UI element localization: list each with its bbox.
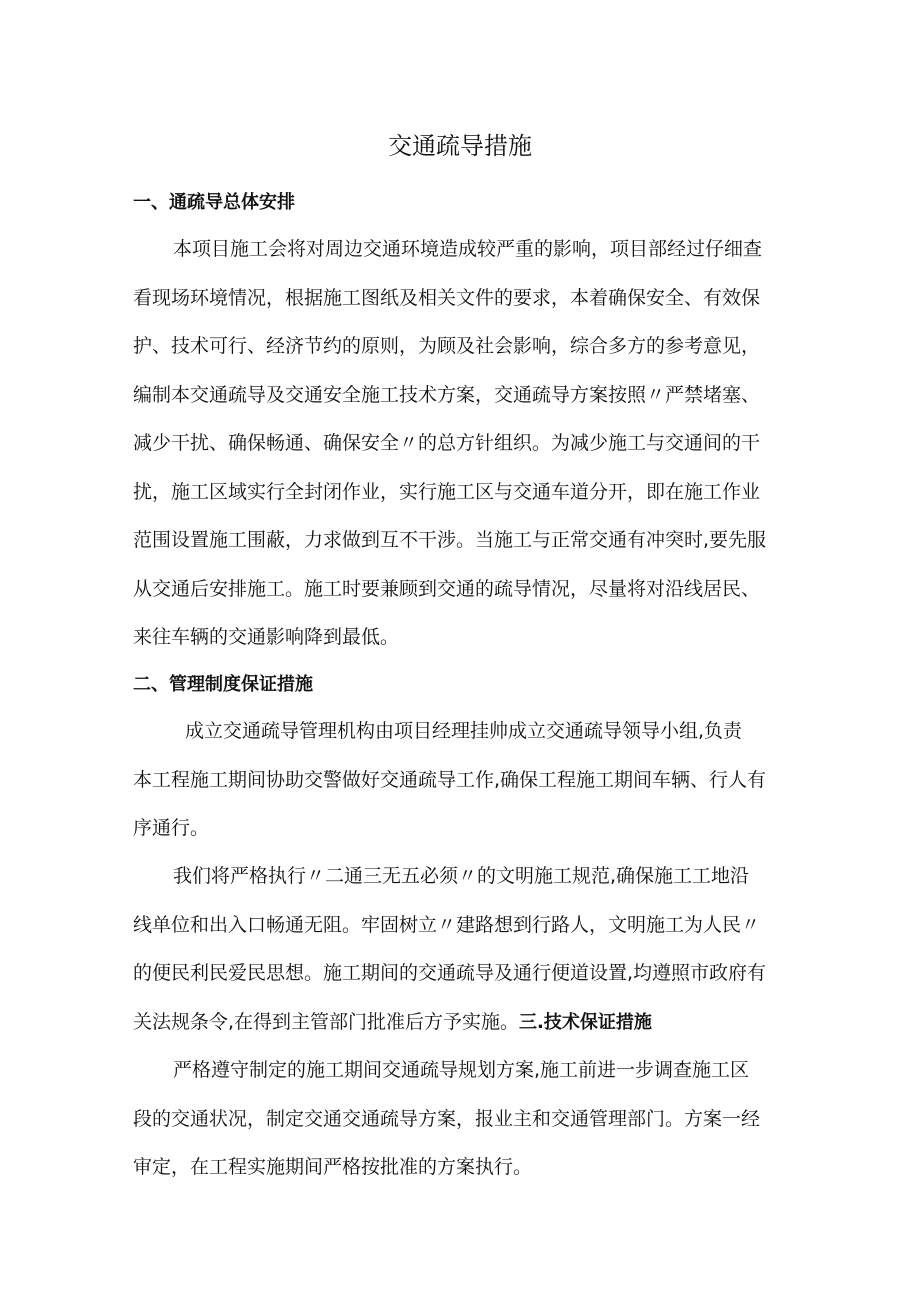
text-line: 的便民利民爱民思想。施工期间的交通疏导及通行便道设置,均遵照市政府有 bbox=[133, 962, 767, 984]
text-line: 本项目施工会将对周边交通环境造成较严重的影响，项目部经过仔细查 bbox=[173, 238, 763, 260]
text-line: 我们将严格执行〃二通三无五必须〃的文明施工规范,确保施工工地沿 bbox=[173, 865, 750, 887]
text-line: 段的交通状况，制定交通交通疏导方案，报业主和交通管理部门。方案一经 bbox=[133, 1107, 761, 1130]
text-line: 范围设置施工围蔽，力求做到互不干涉。当施工与正常交通有冲突时,要先服 bbox=[133, 529, 767, 551]
text-line: 护、技术可行、经济节约的原则，为顾及社会影响，综合多方的参考意见， bbox=[133, 335, 761, 357]
text-line: 本工程施工期间协助交警做好交通疏导工作,确保工程施工期间车辆、行人有 bbox=[133, 768, 767, 791]
text-line: 严格遵守制定的施工期间交通疏导规划方案,施工前进一步调查施工区 bbox=[173, 1059, 750, 1081]
section-3-paragraph bbox=[133, 1046, 798, 1192]
text-line: 减少干扰、确保畅通、确保安全〃的总方针组织。为减少施工与交通间的干 bbox=[133, 432, 761, 454]
text-line-with-heading bbox=[133, 998, 798, 1048]
text-line: 关法规条令,在得到主管部门批准后方予实施。 bbox=[133, 1010, 520, 1033]
section-1-heading: 一、通疏导总体安排 bbox=[133, 192, 295, 213]
text-line: 编制本交通疏导及交通安全施工技术方案，交通疏导方案按照〃严禁堵塞、 bbox=[133, 383, 761, 406]
text-line: 来往车辆的交通影响降到最低。 bbox=[133, 626, 400, 648]
text-line: 审定，在工程实施期间严格按批准的方案执行。 bbox=[133, 1156, 533, 1178]
text-line: 序通行。 bbox=[133, 817, 210, 839]
text-line: 从交通后安排施工。施工时要兼顾到交通的疏导情况，尽量将对沿线居民、 bbox=[133, 577, 761, 600]
document-title: 交通疏导措施 bbox=[388, 132, 532, 160]
text-line: 扰，施工区域实行全封闭作业，实行施工区与交通车道分开，即在施工作业 bbox=[133, 480, 761, 503]
section-2-paragraph-2 bbox=[133, 852, 798, 1047]
section-3-heading: 三.技术保证措施 bbox=[519, 1011, 652, 1033]
text-line: 线单位和出入口畅通无阻。牢固树立〃建路想到行路人，文明施工为人民〃 bbox=[133, 913, 761, 936]
section-2-paragraph-1 bbox=[133, 707, 798, 853]
section-2-heading: 二、管理制度保证措施 bbox=[133, 674, 313, 695]
section-1-paragraph bbox=[133, 225, 798, 662]
text-line: 成立交通疏导管理机构由项目经理挂帅成立交通疏导领导小组,负责 bbox=[185, 720, 743, 742]
text-line: 看现场环境情况，根据施工图纸及相关文件的要求，本着确保安全、有效保 bbox=[133, 286, 761, 309]
